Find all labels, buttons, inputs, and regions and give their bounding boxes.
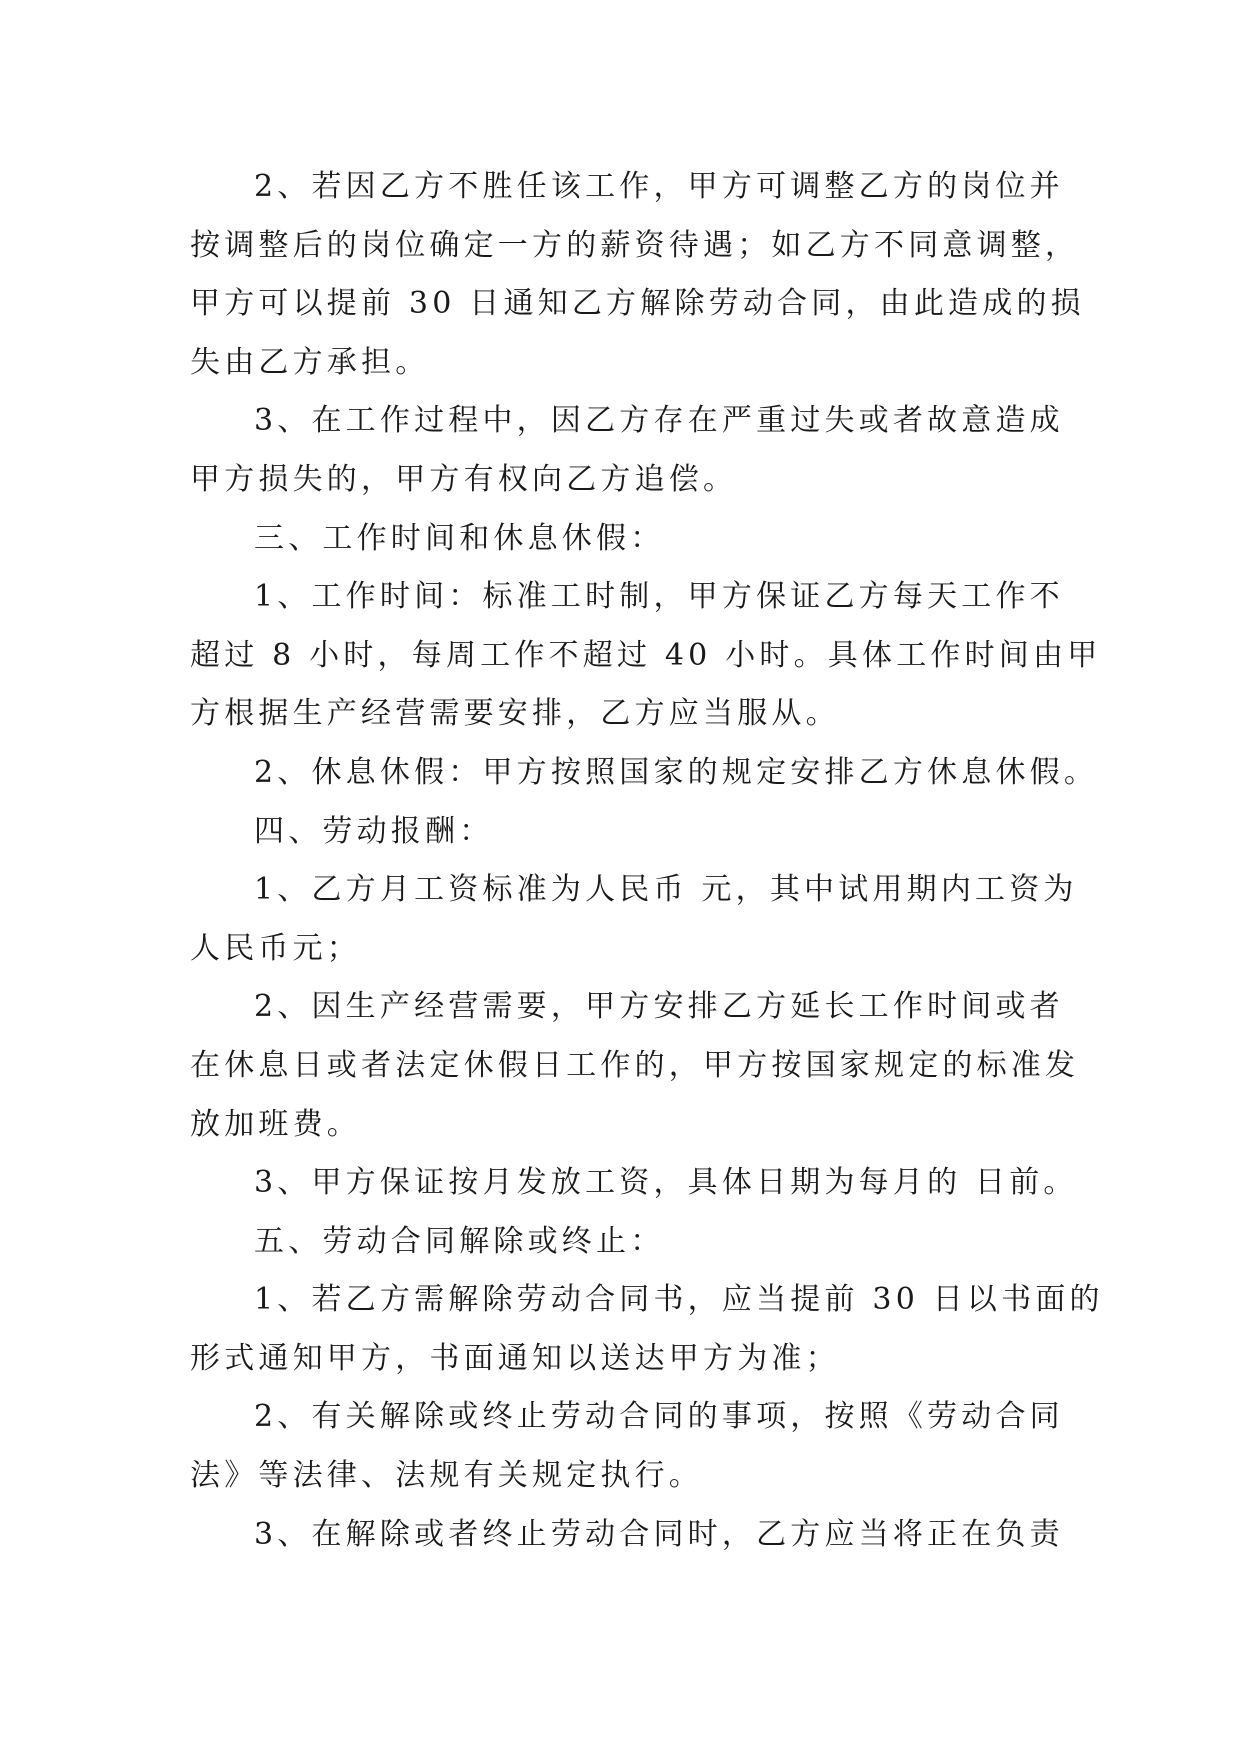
text-line: 3、甲方保证按月发放工资，具体日期为每月的 日前。 bbox=[254, 1165, 1078, 1201]
text-line: 失由乙方承担。 bbox=[190, 344, 430, 380]
text-line: 甲方损失的，甲方有权向乙方追偿。 bbox=[190, 461, 738, 497]
text-line: 形式通知甲方，书面通知以送达甲方为准； bbox=[190, 1340, 840, 1376]
text-line: 3、在工作过程中，因乙方存在严重过失或者故意造成 bbox=[254, 403, 1064, 439]
text-line: 1、乙方月工资标准为人民币 元，其中试用期内工资为 bbox=[254, 872, 1078, 908]
text-line: 1、工作时间：标准工时制，甲方保证乙方每天工作不 bbox=[254, 579, 1064, 615]
text-line: 法》等法律、法规有关规定执行。 bbox=[190, 1458, 703, 1494]
text-line: 2、因生产经营需要，甲方安排乙方延长工作时间或者 bbox=[254, 989, 1064, 1025]
section-heading: 五、劳动合同解除或终止： bbox=[254, 1223, 665, 1259]
text-line: 超过 8 小时，每周工作不超过 40 小时。具体工作时间由甲 bbox=[190, 637, 1102, 673]
text-line: 甲方可以提前 30 日通知乙方解除劳动合同，由此造成的损 bbox=[190, 286, 1085, 322]
section-heading: 四、劳动报酬： bbox=[254, 813, 494, 849]
text-line: 在休息日或者法定休假日工作的，甲方按国家规定的标准发 bbox=[190, 1047, 1080, 1083]
text-line: 2、休息休假：甲方按照国家的规定安排乙方休息休假。 bbox=[254, 754, 1099, 790]
text-line: 按调整后的岗位确定一方的薪资待遇；如乙方不同意调整， bbox=[190, 227, 1080, 263]
text-line: 2、有关解除或终止劳动合同的事项，按照《劳动合同 bbox=[254, 1399, 1064, 1435]
document-body bbox=[190, 158, 1104, 1564]
text-line: 2、若因乙方不胜任该工作，甲方可调整乙方的岗位并 bbox=[254, 169, 1064, 204]
text-line: 人民币元； bbox=[190, 930, 361, 966]
text-line: 1、若乙方需解除劳动合同书，应当提前 30 日以书面的 bbox=[254, 1282, 1104, 1318]
text-line: 放加班费。 bbox=[190, 1106, 361, 1142]
section-heading: 三、工作时间和休息休假： bbox=[254, 520, 665, 556]
text-line: 3、在解除或者终止劳动合同时，乙方应当将正在负责 bbox=[254, 1516, 1064, 1552]
text-line: 方根据生产经营需要安排，乙方应当服从。 bbox=[190, 696, 840, 732]
